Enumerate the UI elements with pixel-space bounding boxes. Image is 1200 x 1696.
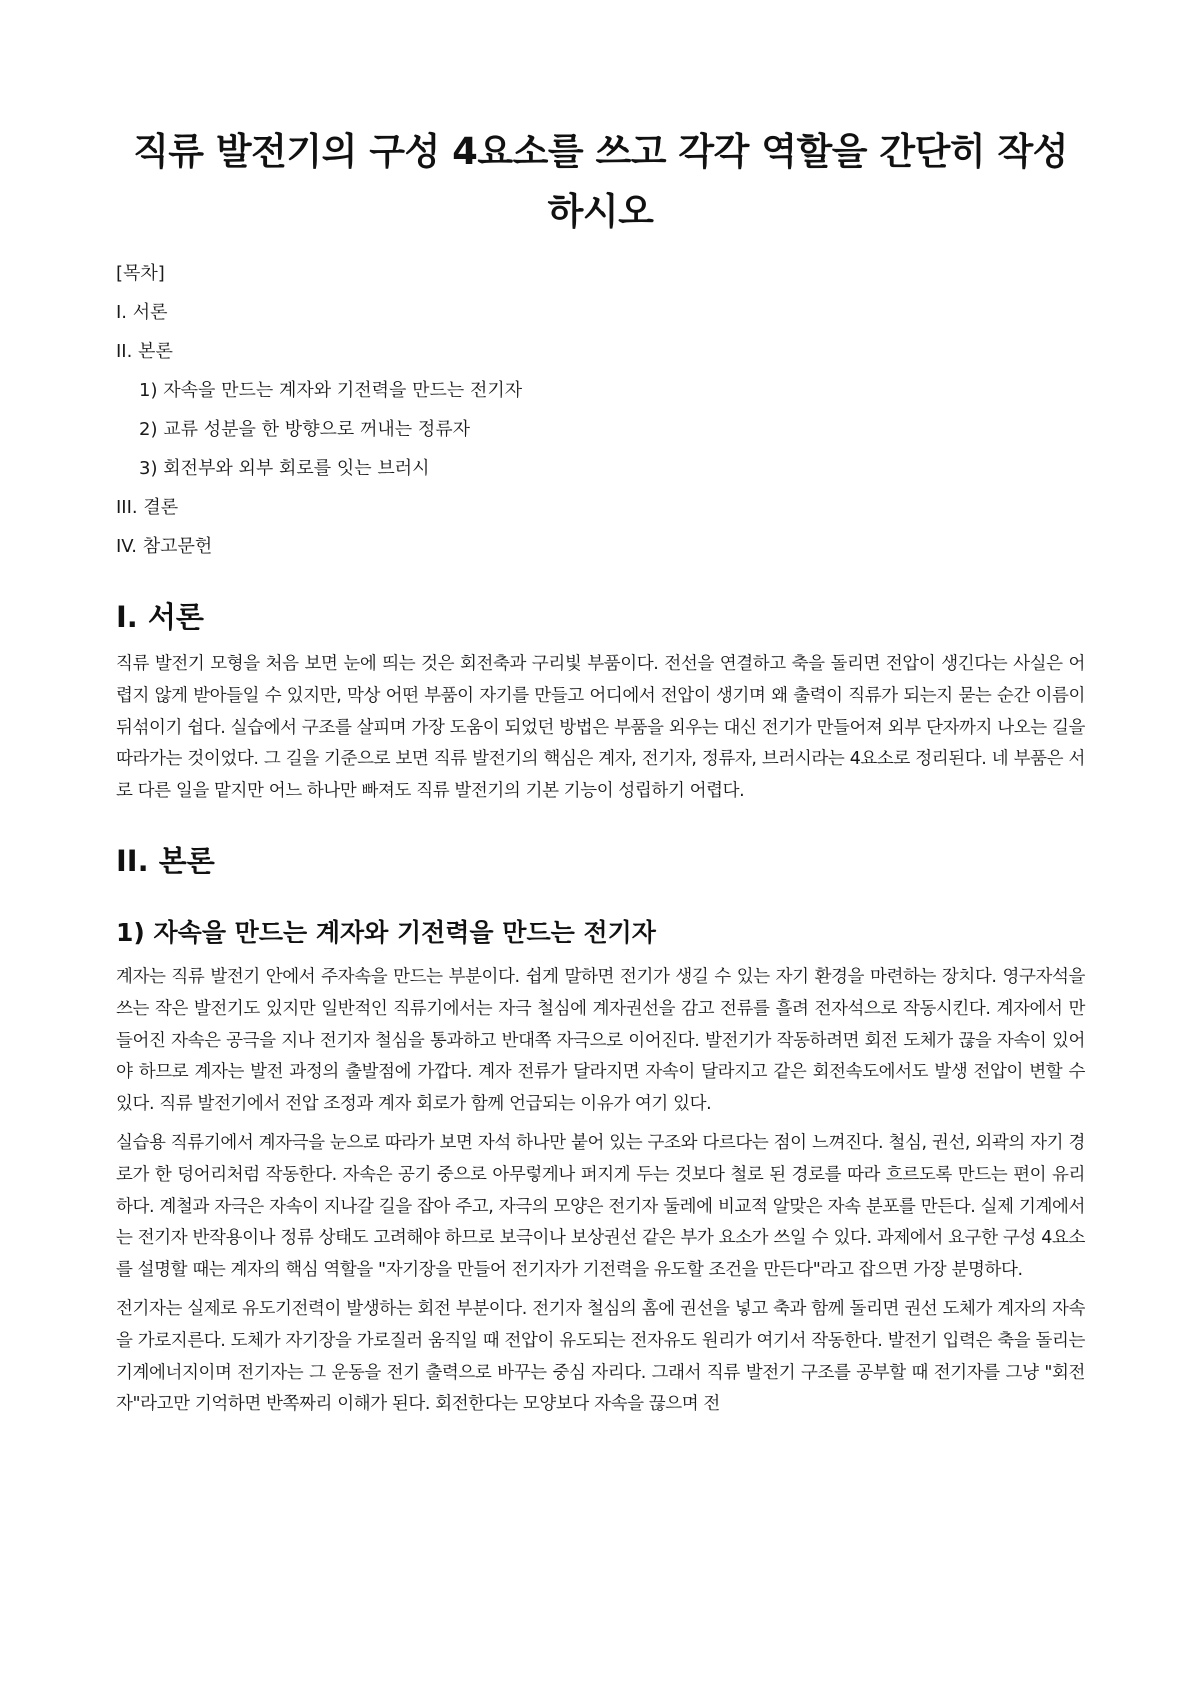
table-of-contents [116,264,1085,576]
toc-subitem: 1) 자속을 만드는 계자와 기전력을 만드는 전기자 [139,380,523,401]
intro-paragraph: 직류 발전기 모형을 처음 보면 눈에 띄는 것은 회전축과 구리빛 부품이다. 전선을 연결하고 축을 돌리면 전압이 생긴다는 사실은 어렵지 않게 받아들일 수 있지만, 막상 어떤 부품이 자기를 만들고 어디에서 전압이 생기며 왜 출력이 직류가 되는지 묻는 순간 이름이 뒤섞이기 쉽다. 실습에서 구조를 살피며 가장 도움이 되었던 방법은 부품을 외우는 대신 전기가 만들어져 외부 단자까지 나오는 길을 따라가는 것이었다. 그 길을 기준으로 보면 직류 발전기의 핵심은 계자, 전기자, 정류자, 브러시라는 4요소로 정리된다. 네 부품은 서로 다른 일을 맡지만 어느 하나만 빠져도 직류 발전기의 기본 기능이 성립하기 어렵다. [116,654,1085,802]
toc-item: II. 본론 [116,341,173,362]
toc-subitem: 2) 교류 성분을 한 방향으로 꺼내는 정류자 [139,419,471,440]
section-heading-body: II. 본론 [116,843,215,878]
toc-item: IV. 참고문헌 [116,536,213,557]
toc-heading: [목차] [116,263,165,284]
toc-item: I. 서론 [116,302,168,323]
subsection-heading-field-armature: 1) 자속을 만드는 계자와 기전력을 만드는 전기자 [116,917,656,947]
toc-subitem: 3) 회전부와 외부 회로를 잇는 브러시 [139,458,430,479]
body-paragraph: 계자는 직류 발전기 안에서 주자속을 만드는 부분이다. 쉽게 말하면 전기가 생길 수 있는 자기 환경을 마련하는 장치다. 영구자석을 쓰는 작은 발전기도 있지만 일반적인 직류기에서는 자극 철심에 계자권선을 감고 전류를 흘려 전자석으로 작동시킨다. 계자에서 만들어진 자속은 공극을 지나 전기자 철심을 통과하고 반대쪽 자극으로 이어진다. 발전기가 작동하려면 회전 도체가 끊을 자속이 있어야 하므로 계자는 발전 과정의 출발점에 가깝다. 계자 전류가 달라지면 자속이 달라지고 같은 회전속도에서도 발생 전압이 변할 수 있다. 직류 발전기에서 전압 조정과 계자 회로가 함께 언급되는 이유가 여기 있다. [116,966,1085,1115]
section-heading-intro: I. 서론 [116,600,204,634]
body-paragraph: 실습용 직류기에서 계자극을 눈으로 따라가 보면 자석 하나만 붙어 있는 구조와 다르다는 점이 느껴진다. 철심, 권선, 외곽의 자기 경로가 한 덩어리처럼 작동한다. 자속은 공기 중으로 아무렇게나 퍼지게 두는 것보다 철로 된 경로를 따라 흐르도록 만드는 편이 유리하다. 계철과 자극은 자속이 지나갈 길을 잡아 주고, 자극의 모양은 전기자 둘레에 비교적 알맞은 자속 분포를 만든다. 실제 기계에서는 전기자 반작용이나 정류 상태도 고려해야 하므로 보극이나 보상권선 같은 부가 요소가 쓰일 수 있다. 과제에서 요구한 구성 4요소를 설명할 때는 계자의 핵심 역할을 "자기장을 만들어 전기자가 기전력을 유도할 조건을 만든다"라고 잡으면 가장 분명하다. [116,1132,1085,1281]
toc-item: III. 결론 [116,497,179,518]
body-paragraph: 전기자는 실제로 유도기전력이 발생하는 회전 부분이다. 전기자 철심의 홈에 권선을 넣고 축과 함께 돌리면 권선 도체가 계자의 자속을 가로지른다. 도체가 자기장을 가로질러 움직일 때 전압이 유도되는 전자유도 원리가 여기서 작동한다. 발전기 입력은 축을 돌리는 기계에너지이며 전기자는 그 운동을 전기 출력으로 바꾸는 중심 자리다. 그래서 직류 발전기 구조를 공부할 때 전기자를 그냥 "회전자"라고만 기억하면 반쪽짜리 이해가 된다. 회전한다는 모양보다 자속을 끊으며 전 [116,1298,1085,1415]
document-title: 직류 발전기의 구성 4요소를 쓰고 각각 역할을 간단히 작성하시오 [133,130,1068,233]
